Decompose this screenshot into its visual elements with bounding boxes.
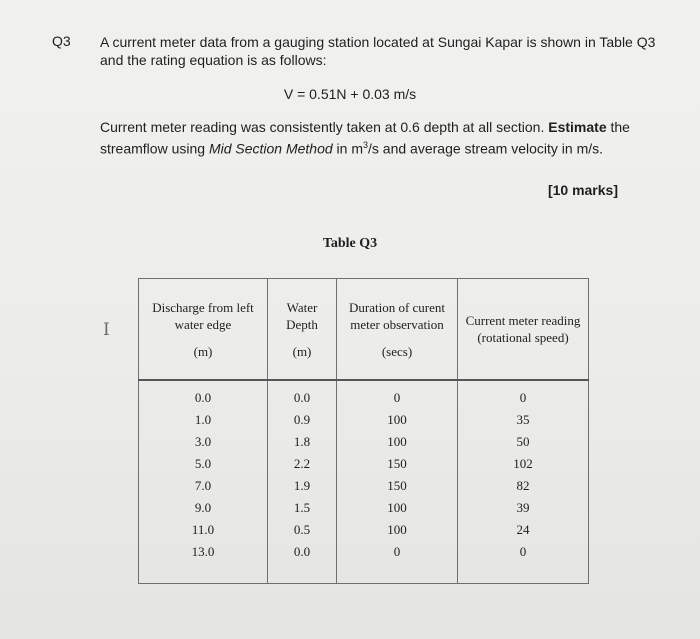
table-cell: 0 bbox=[458, 541, 589, 584]
question-intro: A current meter data from a gauging station located at Sungai Kapar is shown in Table Q3 and the rating equation is as follows: bbox=[100, 34, 656, 68]
table-cell: 100 bbox=[337, 409, 458, 431]
question-instruction bbox=[100, 118, 660, 158]
rating-equation: V = 0.51N + 0.03 m/s bbox=[283, 86, 417, 102]
header-unit: (m) bbox=[292, 343, 312, 359]
table-cell: 0.9 bbox=[268, 409, 337, 431]
table-cell: 1.5 bbox=[268, 497, 337, 519]
table-cell: 0.5 bbox=[268, 519, 337, 541]
table-cell: 100 bbox=[337, 497, 458, 519]
column-header bbox=[268, 279, 337, 381]
instruction-part: Current meter reading was consistently taken at 0.6 depth at all section. bbox=[100, 119, 549, 135]
table-row bbox=[139, 519, 589, 541]
instruction-keyword: Estimate bbox=[548, 119, 607, 135]
header-label: Duration of curent meter observation bbox=[348, 299, 446, 332]
table-header-row bbox=[139, 279, 589, 381]
table-cell: 1.0 bbox=[139, 409, 268, 431]
column-header bbox=[337, 279, 458, 381]
question-number: Q3 bbox=[52, 33, 71, 49]
table-row bbox=[139, 409, 589, 431]
table-cell: 3.0 bbox=[139, 431, 268, 453]
table-row bbox=[139, 497, 589, 519]
table-cell: 150 bbox=[337, 453, 458, 475]
header-unit: (secs) bbox=[381, 343, 413, 359]
table-row bbox=[139, 431, 589, 453]
I-beam-cursor-icon: I bbox=[103, 320, 110, 340]
table-row bbox=[139, 475, 589, 497]
table-cell: 24 bbox=[458, 519, 589, 541]
instruction-part: the streamflow using bbox=[100, 119, 630, 157]
table-cell: 5.0 bbox=[139, 453, 268, 475]
table-cell: 50 bbox=[458, 431, 589, 453]
table-cell: 13.0 bbox=[139, 541, 268, 584]
table-cell: 0 bbox=[337, 380, 458, 409]
instruction-part: in m bbox=[332, 140, 364, 157]
instruction-part: /s and average stream velocity in m/s. bbox=[368, 140, 604, 157]
table-cell: 1.9 bbox=[268, 475, 337, 497]
table-caption: Table Q3 bbox=[322, 236, 378, 251]
header-label: Current meter reading (rotational speed) bbox=[465, 313, 581, 345]
table-cell: 11.0 bbox=[139, 519, 268, 541]
table-cell: 0 bbox=[337, 541, 458, 584]
table-cell: 35 bbox=[458, 409, 589, 431]
table-cell: 39 bbox=[458, 497, 589, 519]
method-name: Mid Section Method bbox=[208, 140, 333, 157]
table-cell: 0.0 bbox=[268, 541, 337, 584]
table-cell: 7.0 bbox=[139, 475, 268, 497]
table-cell: 1.8 bbox=[268, 431, 337, 453]
table-cell: 102 bbox=[458, 453, 589, 475]
header-label: Water Depth bbox=[286, 299, 318, 332]
table-cell: 0.0 bbox=[139, 380, 268, 409]
table-cell: 150 bbox=[337, 475, 458, 497]
table-row bbox=[139, 541, 589, 584]
header-label: Discharge from left water edge bbox=[152, 299, 254, 332]
unit-superscript: 3 bbox=[363, 140, 369, 150]
data-table bbox=[138, 278, 589, 584]
column-header bbox=[458, 279, 589, 381]
table-row bbox=[139, 380, 589, 409]
table-cell: 9.0 bbox=[139, 497, 268, 519]
table-cell: 100 bbox=[337, 519, 458, 541]
table-cell: 2.2 bbox=[268, 453, 337, 475]
header-unit: (m) bbox=[193, 343, 213, 359]
table-cell: 0.0 bbox=[268, 380, 337, 409]
table-cell: 82 bbox=[458, 475, 589, 497]
table-row bbox=[139, 453, 589, 475]
table-cell: 100 bbox=[337, 431, 458, 453]
column-header bbox=[139, 279, 268, 381]
marks-label: [10 marks] bbox=[547, 182, 618, 198]
table-cell: 0 bbox=[458, 380, 589, 409]
